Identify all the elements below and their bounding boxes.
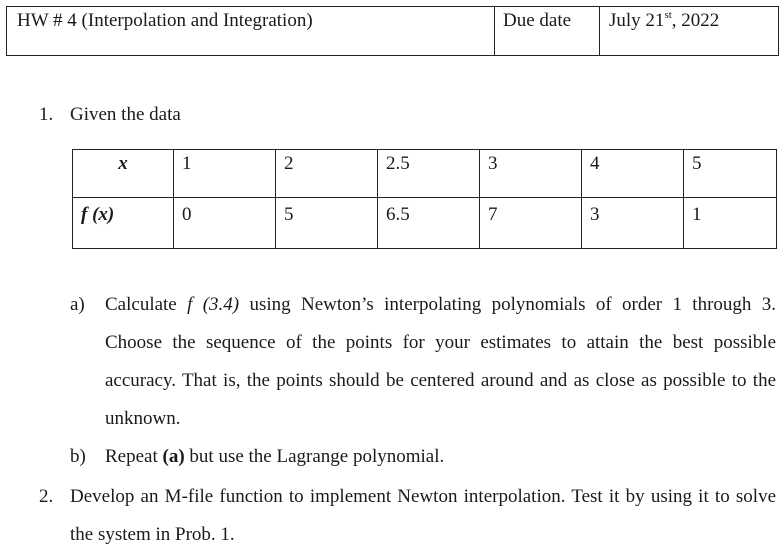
question-2-text: Develop an M-file function to implement Newton interpolation. Test it by using it to solve the system in Prob. 1. [70,486,776,545]
x-value-cell: 5 [684,150,777,198]
question-2-number: 2. [39,486,54,507]
part-a-label: a) [70,294,85,315]
part-a [70,286,776,438]
part-b-label: b) [70,446,86,467]
f-header: f (x) [73,198,174,249]
part-a-text [105,286,776,438]
question-1-prompt: Given the data [70,104,181,125]
question-1-parts [70,286,776,476]
f-value-cell: 7 [480,198,582,249]
table-row-x [73,150,777,198]
question-1-number: 1. [39,104,54,125]
part-b [70,438,776,476]
due-date-main: July 21 [609,10,665,31]
f-value-cell: 3 [582,198,684,249]
hw-title: HW # 4 (Interpolation and Integration) [7,7,495,56]
f-value-cell: 6.5 [378,198,480,249]
due-date-label: Due date [495,7,600,56]
part-b-text [105,438,444,476]
f-value-cell: 5 [276,198,378,249]
part-a-text-rest: using Newton’s interpolating polynomials of order 1 through 3. Choose the sequence of the points for your estimates to attain the best possible accuracy. That is, the points should be centered around and as close as possible to the unknown. [105,294,776,429]
f-value-cell: 0 [174,198,276,249]
part-b-reference: (a) [162,446,185,467]
f-value-cell: 1 [684,198,777,249]
part-a-function: f (3.4) [187,294,240,315]
part-a-text-start: Calculate [105,294,188,315]
part-b-text-rest: but use the Lagrange polynomial. [184,446,445,467]
due-date-year: , 2022 [671,10,720,31]
x-value-cell: 2.5 [378,150,480,198]
table-row-f [73,198,777,249]
x-value-cell: 3 [480,150,582,198]
x-header: x [73,150,174,198]
data-table [72,149,777,249]
x-value-cell: 2 [276,150,378,198]
part-b-text-start: Repeat [105,446,163,467]
due-date-value [600,7,779,56]
question-1 [39,104,181,126]
x-value-cell: 1 [174,150,276,198]
assignment-header [6,6,779,56]
x-value-cell: 4 [582,150,684,198]
due-date-suffix: st [664,9,672,21]
